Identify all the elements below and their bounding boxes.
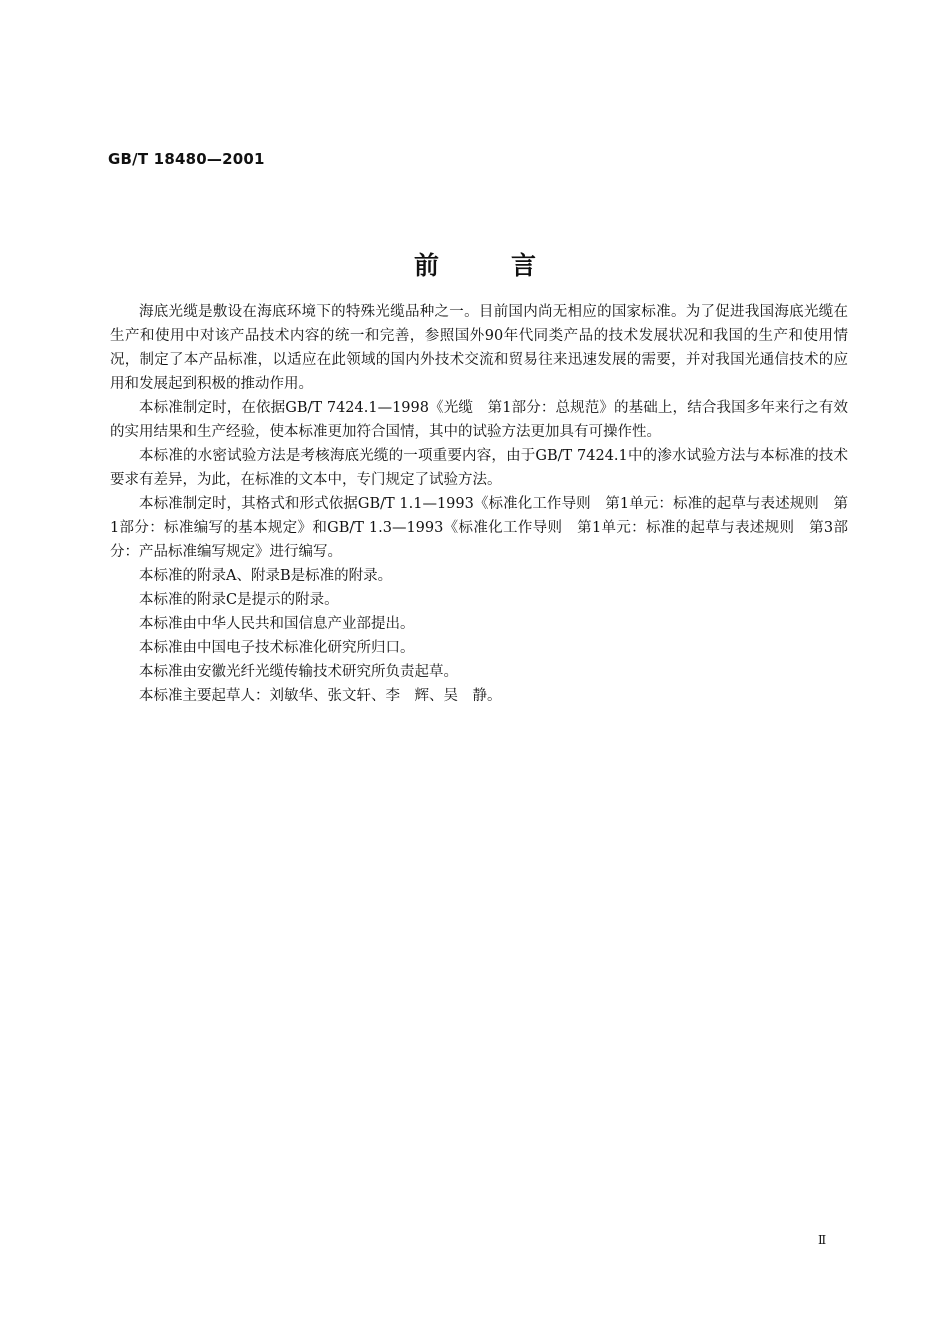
paragraph-responsible: 本标准由中国电子技术标准化研究所归口。: [139, 640, 415, 656]
paragraph-proposer: 本标准由中华人民共和国信息产业部提出。: [139, 616, 415, 632]
paragraph-drafter-org: 本标准由安徽光纤光缆传输技术研究所负责起草。: [139, 664, 458, 680]
document-body: [110, 300, 848, 708]
page-title: 前言: [413, 251, 608, 280]
paragraph-drafters: 本标准主要起草人：刘敏华、张文轩、李 辉、吴 静。: [139, 688, 502, 704]
paragraph-annex-ab: 本标准的附录A、附录B是标准的附录。: [139, 568, 393, 584]
standard-number: GB/T 18480—2001: [108, 150, 265, 168]
paragraph-annex-c: 本标准的附录C是提示的附录。: [139, 592, 339, 608]
page-number: Ⅱ: [818, 1233, 827, 1247]
paragraph-basis: 本标准制定时，在依据GB/T 7424.1—1998《光缆 第1部分：总规范》的基础上，结合我国多年来行之有效的实用结果和生产经验，使本标准更加符合国情，其中的试验方法更加具有可操作性。: [110, 400, 848, 440]
paragraph-water-test: 本标准的水密试验方法是考核海底光缆的一项重要内容，由于GB/T 7424.1中的渗水试验方法与本标准的技术要求有差异，为此，在标准的文本中，专门规定了试验方法。: [110, 448, 848, 488]
paragraph-format: 本标准制定时，其格式和形式依据GB/T 1.1—1993《标准化工作导则 第1单元：标准的起草与表述规则 第1部分：标准编写的基本规定》和GB/T 1.3—1993《标准化工作导则 第1单元：标准的起草与表述规则 第3部分：产品标准编写规定》进行编写。: [110, 496, 848, 560]
paragraph-intro: 海底光缆是敷设在海底环境下的特殊光缆品种之一。目前国内尚无相应的国家标准。为了促进我国海底光缆在生产和使用中对该产品技术内容的统一和完善，参照国外90年代同类产品的技术发展状况和我国的生产和使用情况，制定了本产品标准，以适应在此领域的国内外技术交流和贸易往来迅速发展的需要，并对我国光通信技术的应用和发展起到积极的推动作用。: [110, 304, 848, 392]
